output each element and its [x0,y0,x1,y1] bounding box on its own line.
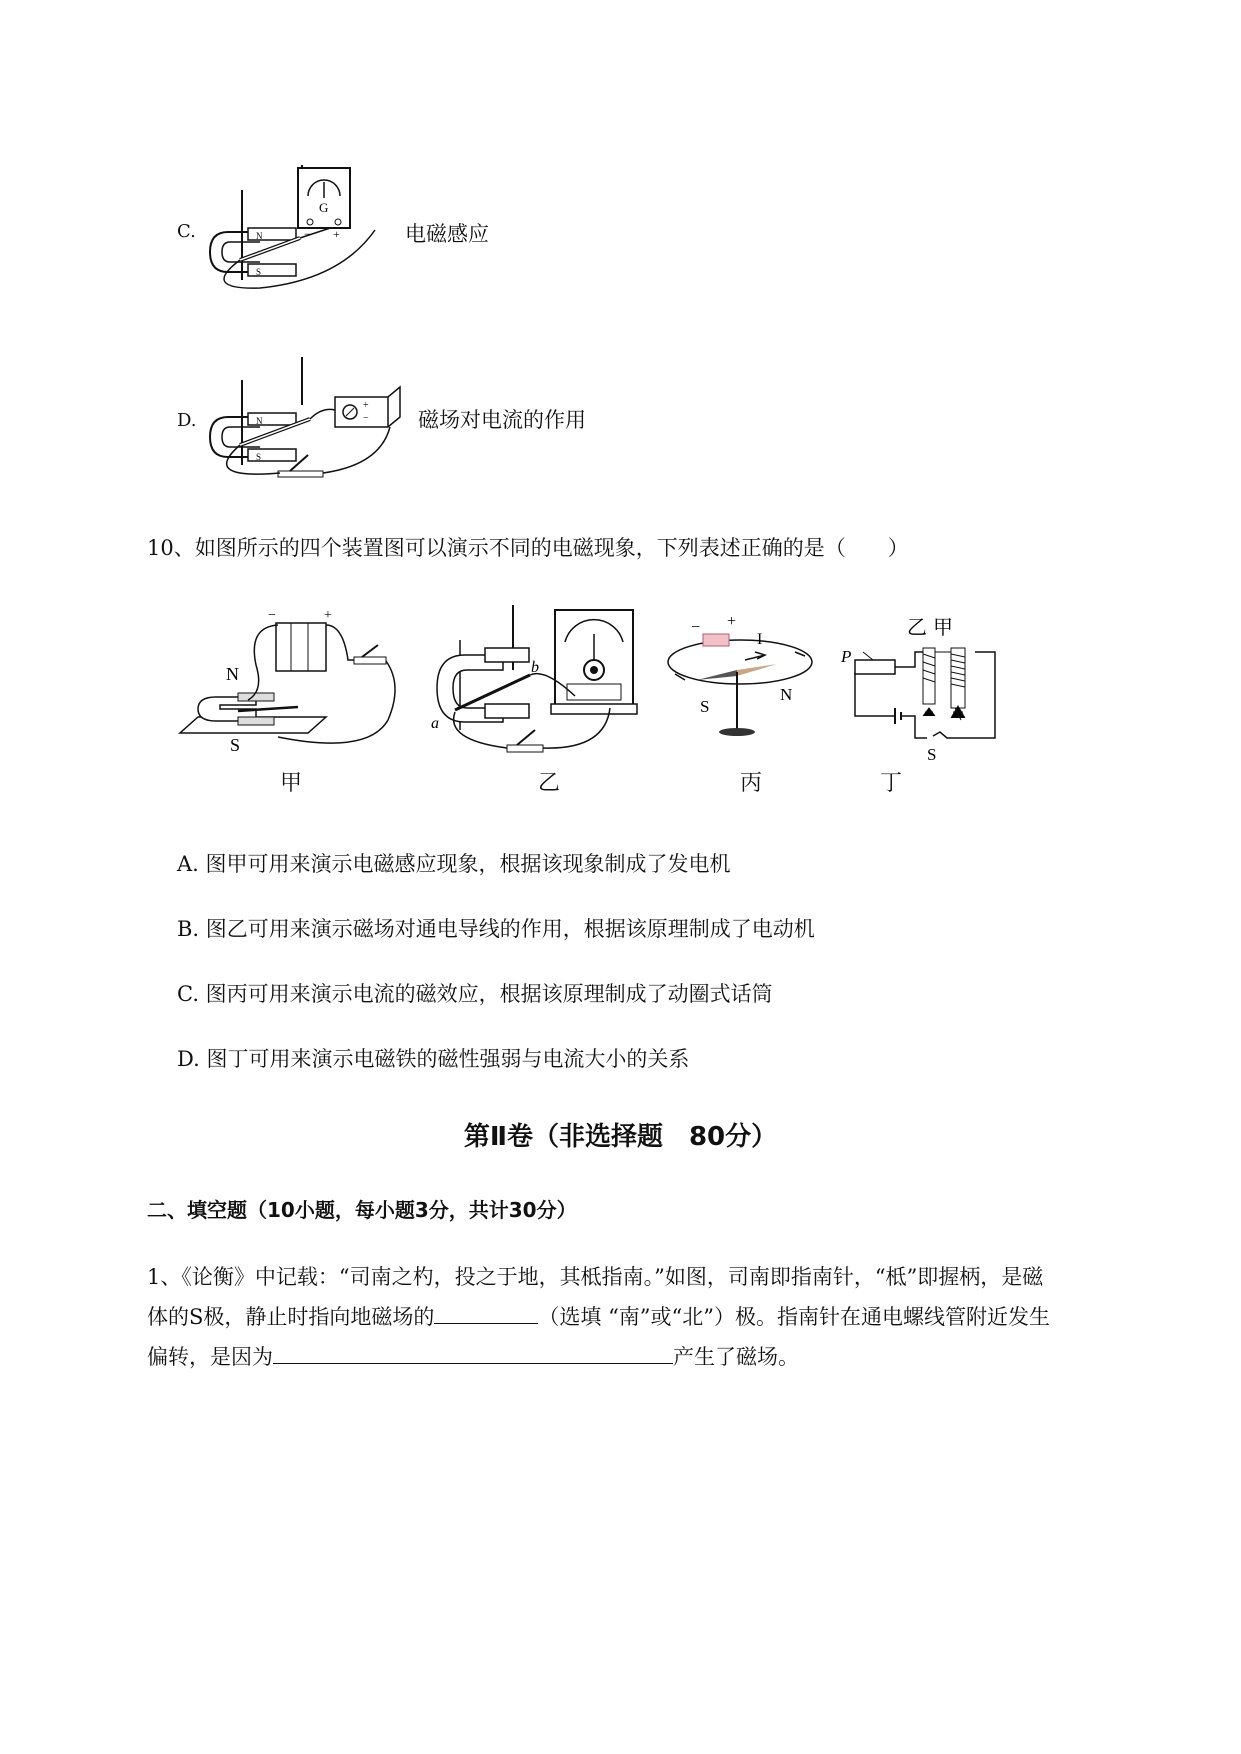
question-10-option-b: B. 图乙可用来演示磁场对通电导线的作用，根据该原理制成了电动机 [177,917,815,941]
supply-plus-label: + [363,400,369,411]
electromagnetic-induction-figure [200,160,400,290]
magnet-n-label: N [256,231,263,241]
magnet-s-label: S [256,452,262,462]
figure-label-yi: 乙 [538,771,561,796]
answer-blank-2[interactable] [273,1341,673,1364]
part-two-title: 第Ⅱ卷（非选择题 80分） [463,1122,778,1152]
ding-yi-label: 乙 [907,617,927,639]
fill-question-1 [147,1257,1167,1377]
battery-plus-label: + [324,608,332,623]
jia-s-label: S [230,735,241,755]
fill-in-section-heading: 二、填空题（10小题，每小题3分，共计30分） [147,1198,577,1222]
figure-yi [425,600,655,760]
fill-question-1-line-3-end: 产生了磁场。 [673,1345,799,1369]
meter-minus-label: − [304,227,311,241]
ding-s-label: S [927,745,937,764]
fill-question-1-line-2-end: （选填 “南”或“北”）极。指南针在通电螺线管附近发生 [538,1305,1051,1329]
option-d-caption: 磁场对电流的作用 [418,408,586,432]
fill-question-1-line-2 [147,1297,1167,1337]
magnet-n-label: N [256,416,263,426]
fill-question-1-line-2-start: 体的S极，静止时指向地磁场的 [147,1305,435,1329]
ding-p-label: P [841,647,852,666]
bing-minus-label: − [691,619,701,636]
figure-label-jia: 甲 [280,771,303,796]
meter-plus-label: + [333,227,340,241]
figure-label-ding: 丁 [880,771,903,796]
fill-question-1-line-3-start: 偏转，是因为 [147,1345,273,1369]
figure-ding [835,612,1005,762]
figure-bing [665,600,825,750]
battery-minus-label: − [268,608,276,623]
option-c-letter: C. [177,221,196,242]
supply-minus-label: − [363,413,369,424]
question-10-option-a: A. 图甲可用来演示电磁感应现象，根据该现象制成了发电机 [177,852,731,876]
fill-question-1-line-1: 1、《论衡》中记载：“司南之杓，投之于地，其柢指南。”如图，司南即指南针，“柢”即握柄，是磁 [147,1265,1044,1289]
figure-label-bing: 丙 [740,771,763,796]
bing-current-label: I [757,631,763,648]
option-d-letter: D. [177,410,197,431]
jia-n-label: N [226,664,239,684]
fill-question-1-line-3 [147,1337,1167,1377]
question-10-option-c: C. 图丙可用来演示电流的磁效应，根据该原理制成了动圈式话筒 [177,982,773,1006]
galvanometer-g-label: G [319,200,329,215]
magnet-s-label: S [256,267,262,277]
force-on-current-figure [200,355,420,485]
figure-jia [178,605,418,755]
bing-s-label: S [700,697,710,716]
question-10-option-d: D. 图丁可用来演示电磁铁的磁性强弱与电流大小的关系 [177,1047,690,1071]
bing-n-label: N [780,685,793,704]
question-10-stem: 10、如图所示的四个装置图可以演示不同的电磁现象，下列表述正确的是（ ） [147,536,909,560]
bing-plus-label: + [727,613,737,630]
answer-blank-1[interactable] [434,1301,538,1324]
yi-b-label: b [531,659,539,676]
yi-a-label: a [431,715,439,732]
option-c-caption: 电磁感应 [405,222,489,246]
ding-jia-label: 甲 [933,617,953,639]
